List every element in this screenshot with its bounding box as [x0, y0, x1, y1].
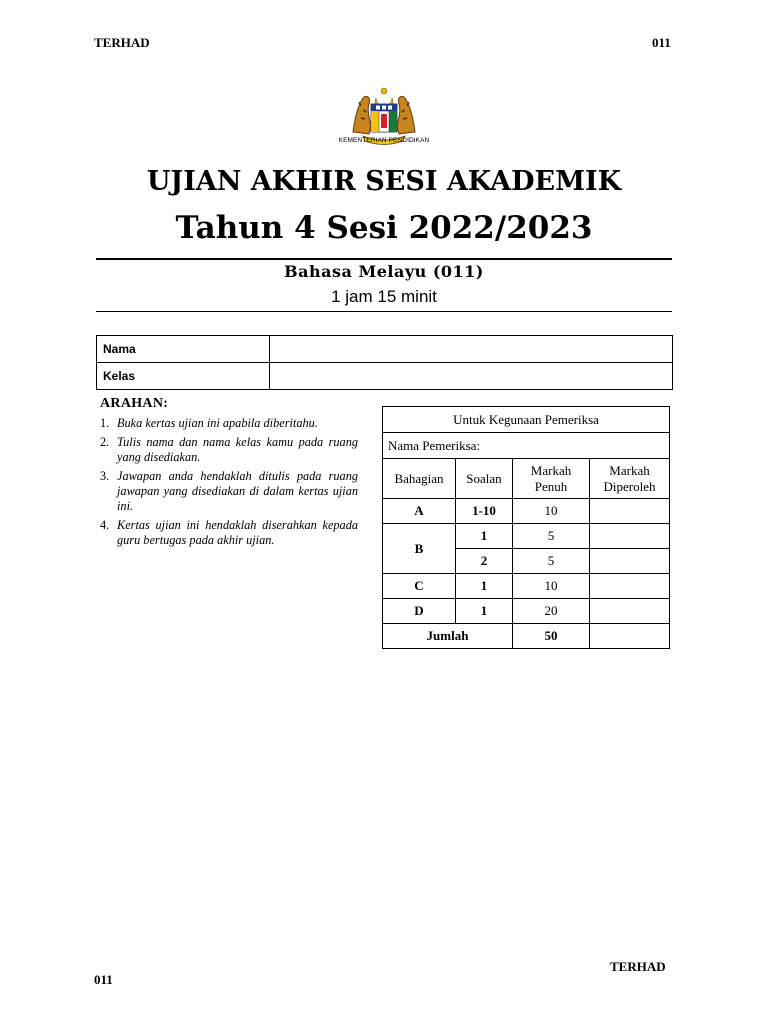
section-cell: C — [383, 574, 456, 599]
exam-title: UJIAN AKHIR SESI AKADEMIK — [146, 166, 622, 197]
instruction-text: Kertas ujian ini hendaklah diserahkan kepada guru bertugas pada akhir ujian. — [117, 518, 358, 547]
instructions-list — [100, 416, 358, 552]
title-divider-bottom — [96, 311, 672, 312]
instruction-number: 2. — [100, 435, 110, 449]
instruction-number: 4. — [100, 518, 110, 532]
examiner-name-row — [383, 433, 670, 459]
total-marks-obtained[interactable] — [590, 624, 670, 649]
marks-obtained-cell[interactable] — [590, 599, 670, 624]
instruction-number: 1. — [100, 416, 110, 430]
footer-paper-code: 011 — [94, 972, 113, 987]
table-row — [383, 574, 670, 599]
table-row — [383, 599, 670, 624]
examiner-table — [382, 406, 670, 649]
crest-caption: KEMENTERIAN PENDIDIKAN — [338, 137, 430, 144]
class-row — [97, 363, 673, 390]
col-header-markah-diperoleh — [590, 459, 670, 499]
name-row — [97, 336, 673, 363]
total-label: Jumlah — [383, 624, 513, 649]
section-cell: B — [383, 524, 456, 574]
name-label: Nama — [97, 336, 270, 363]
question-cell: 1-10 — [456, 499, 513, 524]
full-marks-cell: 5 — [513, 524, 590, 549]
instruction-item — [100, 469, 358, 514]
title-divider-top — [96, 258, 672, 260]
instruction-text: Tulis nama dan nama kelas kamu pada ruang yang disediakan. — [117, 435, 358, 464]
table-row — [383, 499, 670, 524]
examiner-table-title: Untuk Kegunaan Pemeriksa — [383, 407, 670, 433]
col-header-bahagian: Bahagian — [383, 459, 456, 499]
section-cell: A — [383, 499, 456, 524]
col-header-markah-penuh — [513, 459, 590, 499]
section-cell: D — [383, 599, 456, 624]
class-label: Kelas — [97, 363, 270, 390]
question-cell: 1 — [456, 524, 513, 549]
class-field[interactable] — [270, 363, 673, 390]
exam-year-session: Tahun 4 Sesi 2022/2023 — [175, 210, 593, 246]
instructions-heading: ARAHAN: — [100, 396, 169, 411]
instruction-item — [100, 435, 358, 465]
examiner-table-title-row — [383, 407, 670, 433]
marks-obtained-cell[interactable] — [590, 574, 670, 599]
subject-title: Bahasa Melayu (011) — [284, 262, 484, 281]
instruction-number: 3. — [100, 469, 110, 483]
footer-classification: TERHAD — [610, 959, 666, 974]
instruction-item — [100, 416, 358, 431]
question-cell: 2 — [456, 549, 513, 574]
instruction-text: Buka kertas ujian ini apabila diberitahu. — [117, 416, 318, 430]
instruction-text: Jawapan anda hendaklah ditulis pada ruang jawapan yang disediakan di dalam kertas ujian ini. — [117, 469, 358, 513]
examiner-table-header-row — [383, 459, 670, 499]
total-row — [383, 624, 670, 649]
full-marks-cell: 10 — [513, 574, 590, 599]
student-info-table — [96, 335, 673, 390]
name-field[interactable] — [270, 336, 673, 363]
instruction-item — [100, 518, 358, 548]
table-row — [383, 524, 670, 549]
col-header-markah-diperoleh-line1: Markah — [609, 462, 650, 478]
total-full-marks: 50 — [513, 624, 590, 649]
col-header-markah-penuh-line2: Penuh — [534, 478, 568, 494]
examiner-name-label: Nama Pemeriksa: — [383, 433, 670, 459]
question-cell: 1 — [456, 599, 513, 624]
exam-duration: 1 jam 15 minit — [331, 287, 437, 306]
header-paper-code: 011 — [652, 35, 671, 50]
header-classification: TERHAD — [94, 35, 150, 50]
marks-obtained-cell[interactable] — [590, 524, 670, 549]
full-marks-cell: 5 — [513, 549, 590, 574]
col-header-markah-penuh-line1: Markah — [530, 462, 572, 478]
col-header-markah-diperoleh-line2: Diperoleh — [603, 478, 656, 494]
question-cell: 1 — [456, 574, 513, 599]
full-marks-cell: 10 — [513, 499, 590, 524]
full-marks-cell: 20 — [513, 599, 590, 624]
col-header-soalan: Soalan — [456, 459, 513, 499]
marks-obtained-cell[interactable] — [590, 499, 670, 524]
marks-obtained-cell[interactable] — [590, 549, 670, 574]
